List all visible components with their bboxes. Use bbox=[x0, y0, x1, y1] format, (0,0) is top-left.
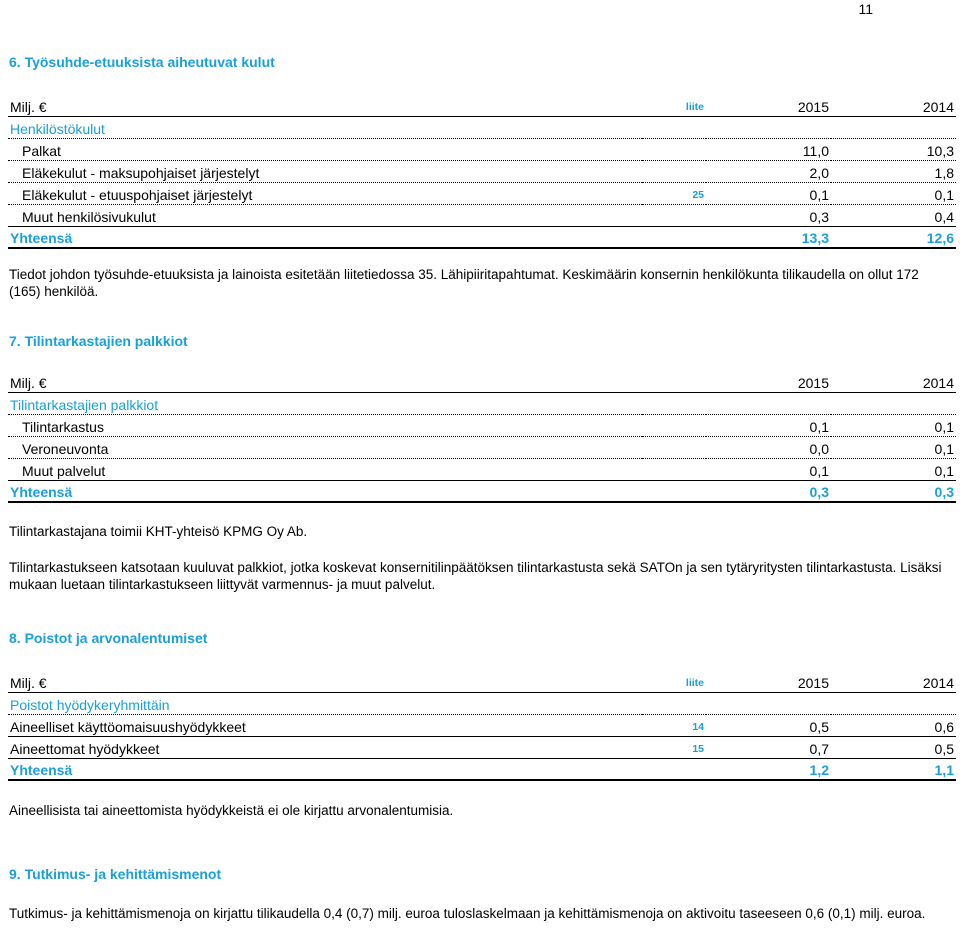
unit-label: Milj. € bbox=[8, 370, 642, 392]
section-7-text-1: Tilintarkastajana toimii KHT-yhteisö KPMG Oy Ab. bbox=[9, 524, 308, 539]
total-2015: 0,3 bbox=[706, 480, 831, 502]
total-row bbox=[8, 226, 956, 248]
total-2015: 1,2 bbox=[706, 758, 831, 780]
group-label: Poistot hyödykeryhmittäin bbox=[8, 692, 642, 714]
row-value-2015: 0,0 bbox=[706, 436, 831, 458]
employee-costs-table bbox=[8, 94, 956, 249]
row-value-2015: 2,0 bbox=[706, 160, 831, 182]
group-row bbox=[8, 692, 956, 714]
table-header-row bbox=[8, 94, 956, 116]
row-label: Aineelliset käyttöomaisuushyödykkeet bbox=[8, 714, 642, 736]
year-2015-header: 2015 bbox=[706, 370, 831, 392]
section-8-title: 8. Poistot ja arvonalentumiset bbox=[9, 630, 208, 646]
row-value-2015: 0,5 bbox=[706, 714, 831, 736]
row-value-2014: 0,5 bbox=[831, 736, 956, 758]
total-row bbox=[8, 758, 956, 780]
row-label: Eläkekulut - maksupohjaiset järjestelyt bbox=[8, 160, 642, 182]
row-note bbox=[642, 160, 706, 182]
section-7-title: 7. Tilintarkastajien palkkiot bbox=[9, 333, 188, 349]
row-value-2015: 0,7 bbox=[706, 736, 831, 758]
row-value-2014: 0,6 bbox=[831, 714, 956, 736]
section-7-text-2: Tilintarkastukseen katsotaan kuuluvat palkkiot, jotka koskevat konsernitilinpäätöksen tilintarkastusta sekä SATOn ja sen tytäryritysten tilintarkastusta. Lisäksi mukaan luetaan tilintarkastukseen liittyvät varmennus- ja muut palvelut. bbox=[9, 560, 942, 592]
row-label: Veroneuvonta bbox=[8, 436, 642, 458]
page-number: 11 bbox=[858, 1, 873, 17]
table-row bbox=[8, 458, 956, 480]
table-header-row bbox=[8, 670, 956, 692]
total-2015: 13,3 bbox=[706, 226, 831, 248]
row-value-2015: 0,3 bbox=[706, 204, 831, 226]
table-row bbox=[8, 160, 956, 182]
row-label: Tilintarkastus bbox=[8, 414, 642, 436]
unit-label: Milj. € bbox=[8, 670, 642, 692]
group-label: Tilintarkastajien palkkiot bbox=[8, 392, 642, 414]
total-label: Yhteensä bbox=[8, 226, 642, 248]
year-2014-header: 2014 bbox=[831, 94, 956, 116]
row-value-2015: 0,1 bbox=[706, 414, 831, 436]
total-2014: 1,1 bbox=[831, 758, 956, 780]
row-value-2014: 1,8 bbox=[831, 160, 956, 182]
row-note: 25 bbox=[642, 182, 706, 204]
table-row bbox=[8, 714, 956, 736]
total-row bbox=[8, 480, 956, 502]
row-value-2014: 0,1 bbox=[831, 458, 956, 480]
row-label: Aineettomat hyödykkeet bbox=[8, 736, 642, 758]
section-9-title: 9. Tutkimus- ja kehittämismenot bbox=[9, 866, 222, 882]
section-6-title: 6. Työsuhde-etuuksista aiheutuvat kulut bbox=[9, 54, 275, 70]
total-2014: 12,6 bbox=[831, 226, 956, 248]
year-2015-header: 2015 bbox=[706, 94, 831, 116]
row-note: 14 bbox=[642, 714, 706, 736]
table-row bbox=[8, 138, 956, 160]
total-label: Yhteensä bbox=[8, 480, 642, 502]
group-label: Henkilöstökulut bbox=[8, 116, 642, 138]
note-column-header: liite bbox=[642, 94, 706, 116]
row-value-2014: 0,4 bbox=[831, 204, 956, 226]
row-value-2015: 0,1 bbox=[706, 182, 831, 204]
row-value-2014: 0,1 bbox=[831, 414, 956, 436]
row-note bbox=[642, 204, 706, 226]
depreciation-table bbox=[8, 670, 956, 781]
auditor-fees-table bbox=[8, 370, 956, 503]
group-row bbox=[8, 392, 956, 414]
year-2015-header: 2015 bbox=[706, 670, 831, 692]
row-note bbox=[642, 138, 706, 160]
table-row bbox=[8, 736, 956, 758]
section-6-text: Tiedot johdon työsuhde-etuuksista ja lainoista esitetään liitetiedossa 35. Lähipiiritapahtumat. Keskimäärin konsernin henkilökunta tilikaudella on ollut 172 (165) henkilöä. bbox=[9, 267, 919, 299]
row-value-2014: 10,3 bbox=[831, 138, 956, 160]
year-2014-header: 2014 bbox=[831, 670, 956, 692]
row-label: Muut henkilösivukulut bbox=[8, 204, 642, 226]
note-column-header: liite bbox=[642, 670, 706, 692]
total-2014: 0,3 bbox=[831, 480, 956, 502]
table-row bbox=[8, 436, 956, 458]
unit-label: Milj. € bbox=[8, 94, 642, 116]
table-row bbox=[8, 414, 956, 436]
row-value-2014: 0,1 bbox=[831, 436, 956, 458]
row-label: Palkat bbox=[8, 138, 642, 160]
row-value-2015: 0,1 bbox=[706, 458, 831, 480]
group-row bbox=[8, 116, 956, 138]
row-label: Muut palvelut bbox=[8, 458, 642, 480]
row-label: Eläkekulut - etuuspohjaiset järjestelyt bbox=[8, 182, 642, 204]
row-note: 15 bbox=[642, 736, 706, 758]
row-value-2015: 11,0 bbox=[706, 138, 831, 160]
table-row bbox=[8, 204, 956, 226]
total-label: Yhteensä bbox=[8, 758, 642, 780]
row-value-2014: 0,1 bbox=[831, 182, 956, 204]
section-9-text: Tutkimus- ja kehittämismenoja on kirjattu tilikaudella 0,4 (0,7) milj. euroa tuloslaskelmaan ja kehittämismenoja on aktivoitu taseeseen 0,6 (0,1) milj. euroa. bbox=[9, 906, 926, 921]
table-header-row bbox=[8, 370, 956, 392]
year-2014-header: 2014 bbox=[831, 370, 956, 392]
section-8-text: Aineellisista tai aineettomista hyödykkeistä ei ole kirjattu arvonalentumisia. bbox=[9, 803, 454, 818]
table-row bbox=[8, 182, 956, 204]
